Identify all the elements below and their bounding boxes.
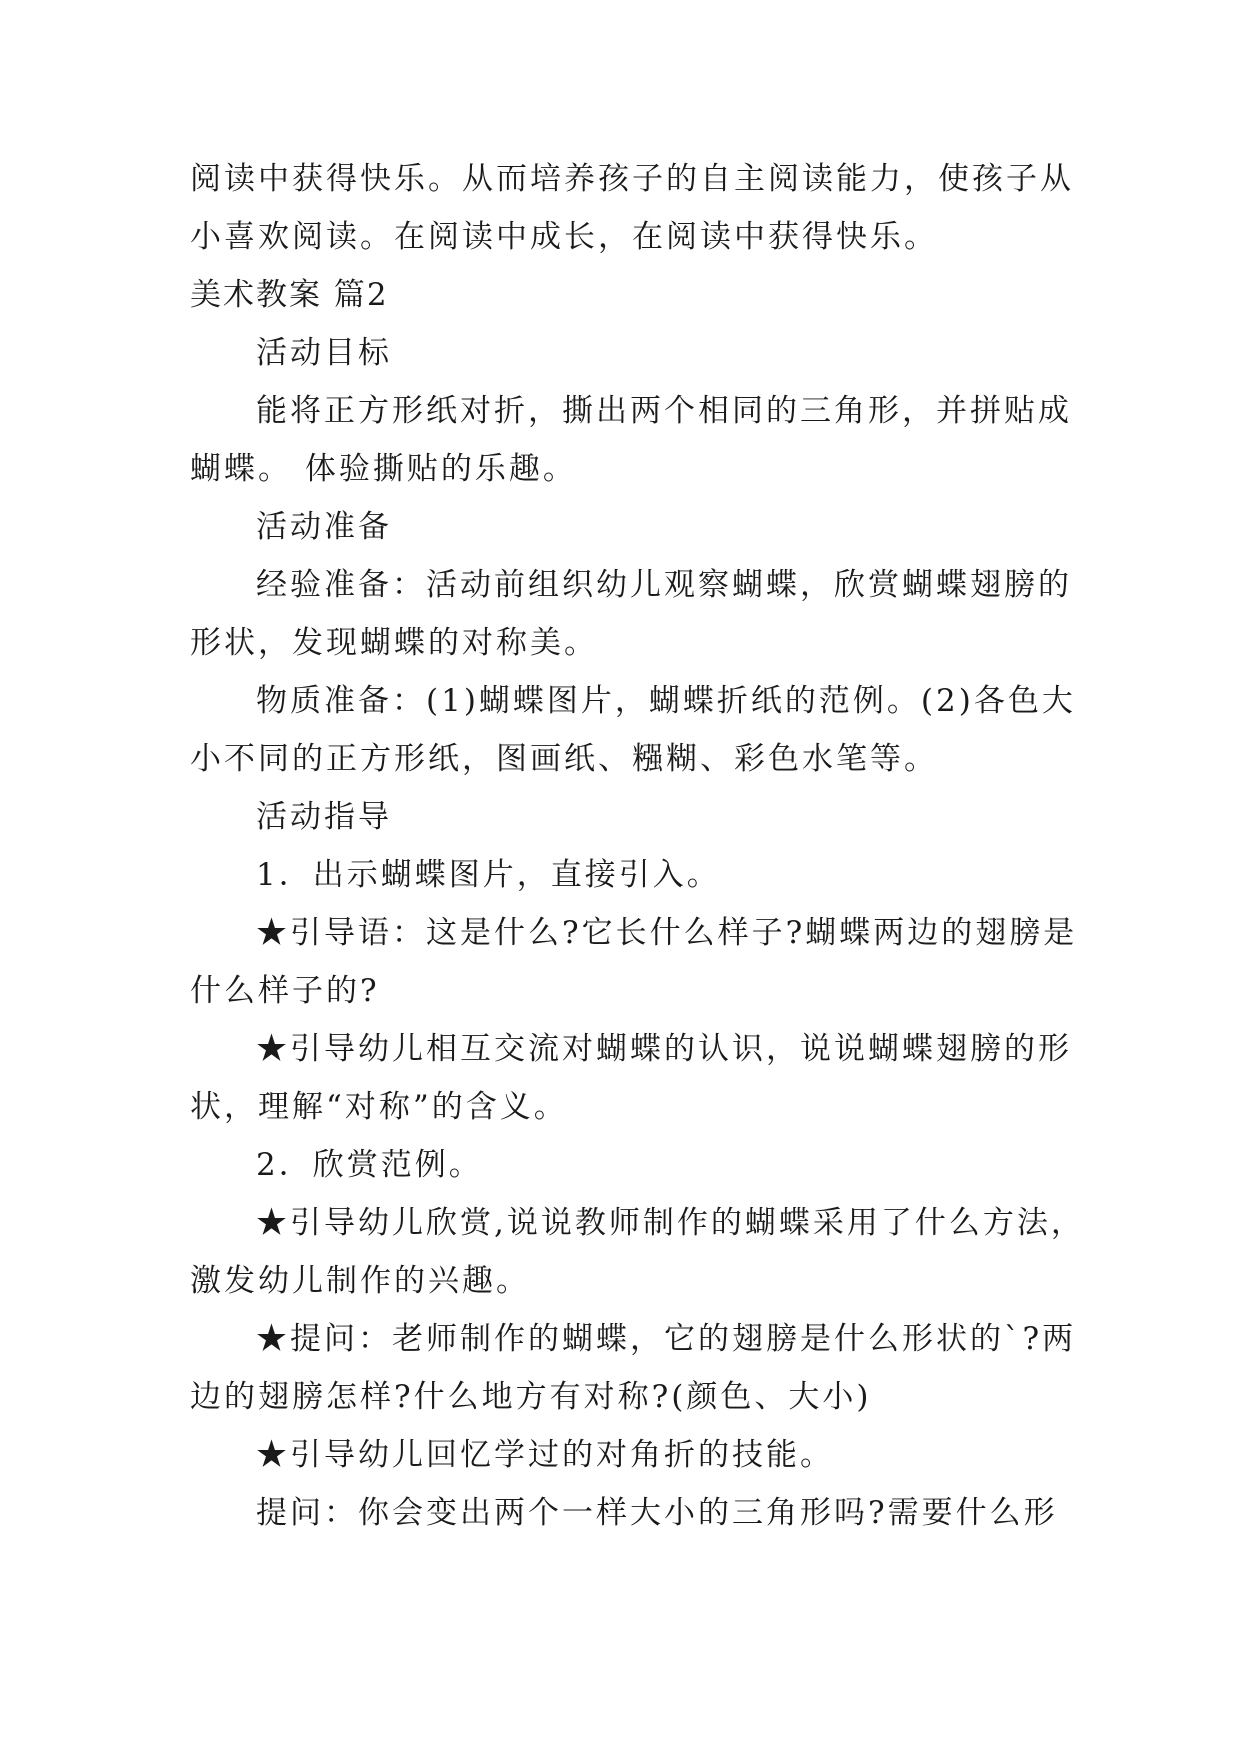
subheading-activity-goals: 活动目标 (256, 335, 392, 371)
body-line-13: 1．出示蝴蝶图片，直接引入。 (256, 857, 721, 893)
body-line-17: 状，理解“对称”的含义。 (190, 1089, 568, 1125)
body-line-11: 小不同的正方形纸，图画纸、糨糊、彩色水笔等。 (190, 741, 938, 777)
body-line-18: 2．欣赏范例。 (256, 1147, 483, 1183)
body-line-19: ★引导幼儿欣赏,说说教师制作的蝴蝶采用了什么方法， (256, 1205, 1085, 1241)
body-line-20: 激发幼儿制作的兴趣。 (190, 1263, 530, 1299)
body-line-15: 什么样子的? (190, 973, 380, 1009)
section-heading: 美术教案 篇2 (190, 277, 389, 313)
body-line-22: 边的翅膀怎样?什么地方有对称?(颜色、大小) (190, 1379, 872, 1415)
body-line-2: 小喜欢阅读。在阅读中成长，在阅读中获得快乐。 (190, 219, 938, 255)
body-line-9: 形状，发现蝴蝶的对称美。 (190, 625, 598, 661)
body-line-5: 能将正方形纸对折，撕出两个相同的三角形，并拼贴成 (256, 393, 1072, 429)
body-line-14: ★引导语：这是什么?它长什么样子?蝴蝶两边的翅膀是 (256, 915, 1078, 951)
body-line-16: ★引导幼儿相互交流对蝴蝶的认识，说说蝴蝶翅膀的形 (256, 1031, 1072, 1067)
body-line-1: 阅读中获得快乐。从而培养孩子的自主阅读能力，使孩子从 (190, 161, 1074, 197)
body-line-23: ★引导幼儿回忆学过的对角折的技能。 (256, 1437, 834, 1473)
body-line-24: 提问：你会变出两个一样大小的三角形吗?需要什么形 (256, 1495, 1058, 1531)
body-line-8: 经验准备：活动前组织幼儿观察蝴蝶，欣赏蝴蝶翅膀的 (256, 567, 1072, 603)
body-line-6: 蝴蝶。 体验撕贴的乐趣。 (190, 451, 577, 487)
body-line-10: 物质准备：(1)蝴蝶图片，蝴蝶折纸的范例。(2)各色大 (256, 683, 1076, 719)
subheading-activity-preparation: 活动准备 (256, 509, 392, 545)
body-line-21: ★提问：老师制作的蝴蝶，它的翅膀是什么形状的`?两 (256, 1321, 1077, 1357)
subheading-activity-guidance: 活动指导 (256, 799, 392, 835)
document-body (190, 150, 1085, 1542)
